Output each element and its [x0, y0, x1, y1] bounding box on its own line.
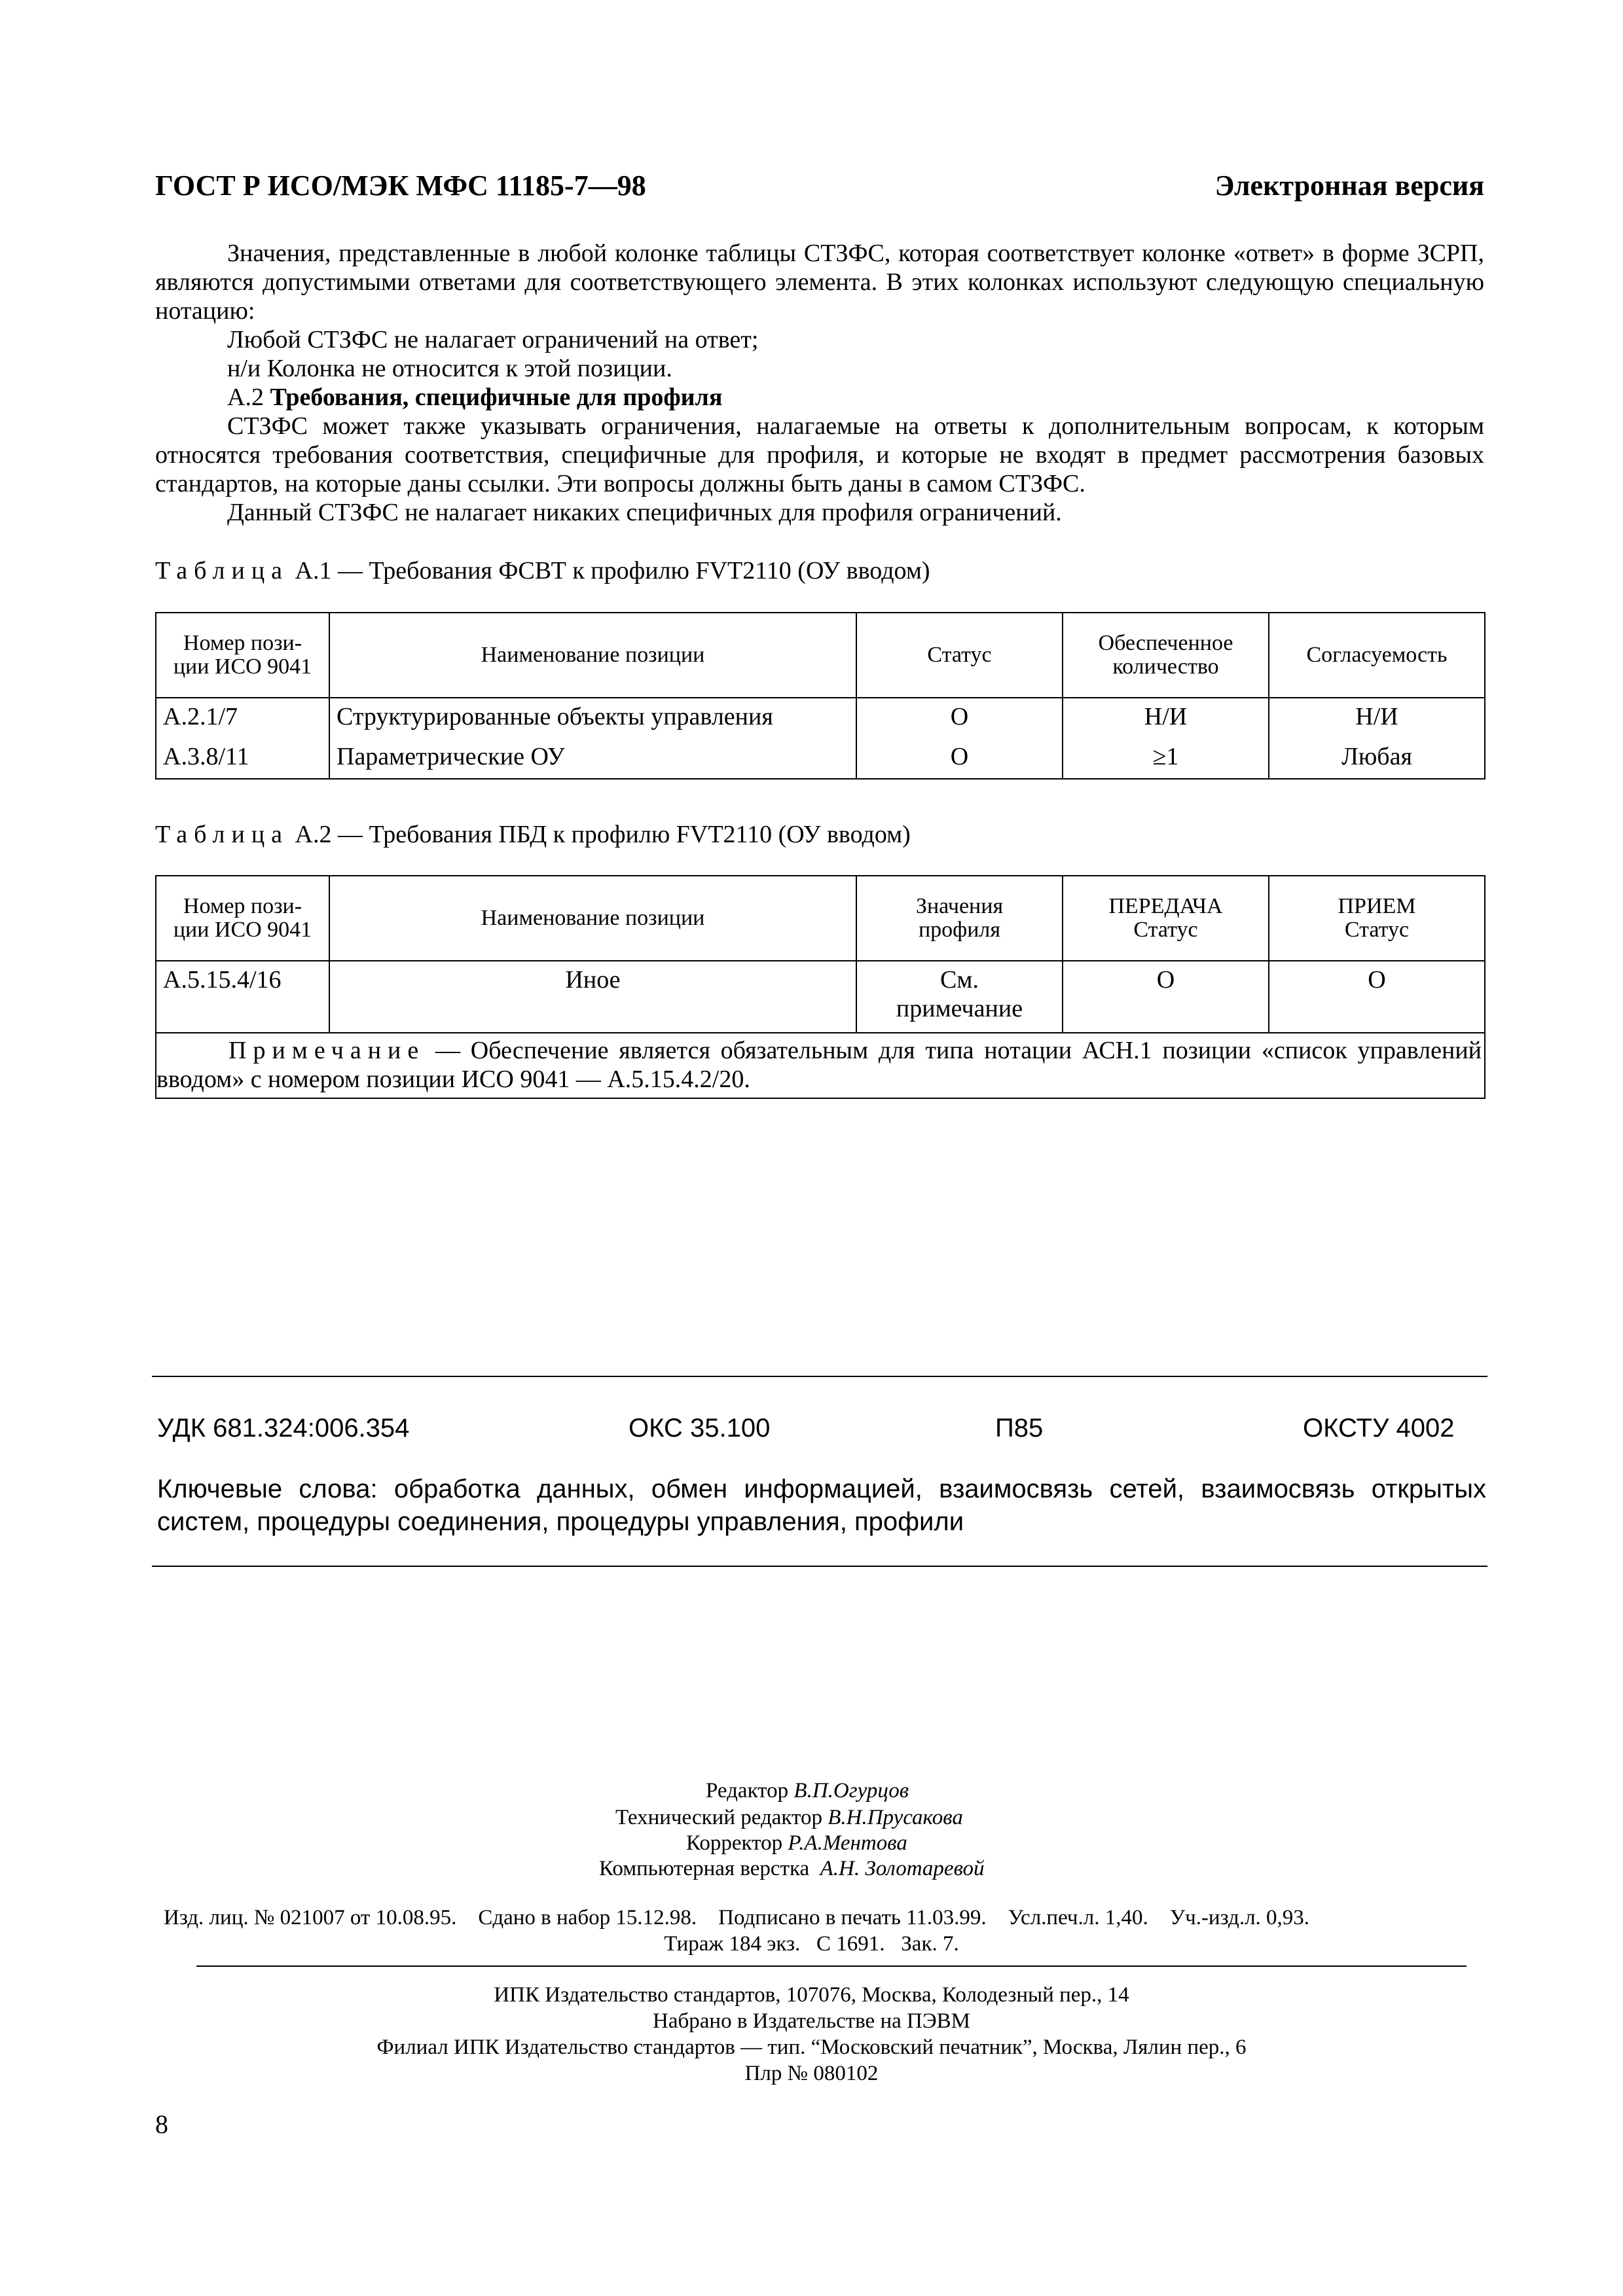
- udk-code: УДК 681.324:006.354: [157, 1414, 410, 1443]
- layout-line: Компьютерная верстка А.Н. Золотаревой: [599, 1857, 985, 1880]
- table-cell: Н/И: [1269, 698, 1485, 738]
- table1-header-cell: Статус: [856, 613, 1063, 698]
- table-cell: Иное: [329, 961, 856, 1033]
- table1-header-row: [156, 613, 1485, 698]
- table2-note-row: [156, 1033, 1485, 1098]
- table1: [155, 612, 1486, 780]
- table-cell: Н/И: [1063, 698, 1269, 738]
- oks-code: ОКС 35.100: [629, 1414, 771, 1443]
- section-title: Требования, специфичные для профиля: [270, 384, 723, 411]
- table-cell: Структурированные объекты управления: [329, 698, 856, 738]
- table1-header-cell: Согласуемость: [1269, 613, 1485, 698]
- table-cell: Параметрические ОУ: [329, 738, 856, 779]
- table-cell: А.2.1/7: [156, 698, 329, 738]
- table-row: [156, 738, 1485, 779]
- tech-editor-line: Технический редактор В.Н.Прусакова: [615, 1806, 963, 1829]
- divider-line: [152, 1566, 1487, 1567]
- document-code: ГОСТ Р ИСО/МЭК МФС 11185-7—98: [155, 170, 646, 202]
- table1-caption-text: А.1 — Требования ФСВТ к профилю FVT2110 (ОУ вводом): [295, 557, 930, 584]
- note-text: — Обеспечение является обязательным для типа нотации АСН.1 позиции «список управлений вводом» с номером позиции ИСО 9041 — А.5.15.4.2/20.: [156, 1037, 1482, 1093]
- corrector-line: Корректор Р.А.Ментова: [686, 1831, 907, 1855]
- publisher-line-3: Филиал ИПК Издательство стандартов — тип. “Московский печатник”, Москва, Лялин пер., 6: [376, 2036, 1247, 2059]
- divider-line: [152, 1376, 1487, 1377]
- section-number: А.2: [227, 384, 264, 411]
- intro-paragraph-4: СТЗФС может также указывать ограничения, налагаемые на ответы к дополнительным вопросам, к которым относятся требования соответствия, специфичные для профиля, и которые не входят в предмет рассмотрения базовых стандартов, на которые даны ссылки. Эти вопросы должны быть даны в самом СТЗФС.: [155, 412, 1484, 497]
- table-cell: ≥1: [1063, 738, 1269, 779]
- table-cell: О: [856, 738, 1063, 779]
- table2-header-cell: Значения профиля: [856, 876, 1063, 961]
- imprint-line-1: Изд. лиц. № 021007 от 10.08.95. Сдано в набор 15.12.98. Подписано в печать 11.03.99. Усл.печ.л. 1,40. Уч.-изд.л. 0,93.: [164, 1906, 1310, 1929]
- table1-header-cell: Номер пози- ции ИСО 9041: [156, 613, 329, 698]
- table2-caption: [155, 820, 911, 849]
- note-label: Примечание: [228, 1037, 426, 1064]
- editor-name: В.П.Огурцов: [793, 1779, 909, 1803]
- table-cell: См. примечание: [856, 961, 1063, 1033]
- imprint-line-2: Тираж 184 экз. С 1691. Зак. 7.: [664, 1932, 959, 1956]
- publisher-line-1: ИПК Издательство стандартов, 107076, Москва, Колодезный пер., 14: [494, 1983, 1129, 2007]
- table1-header-cell: Обеспеченное количество: [1063, 613, 1269, 698]
- intro-paragraph-3: н/и Колонка не относится к этой позиции.: [227, 355, 672, 382]
- divider-line: [196, 1965, 1467, 1967]
- table2-header-cell: Номер пози- ции ИСО 9041: [156, 876, 329, 961]
- table-cell: А.3.8/11: [156, 738, 329, 779]
- table-cell: Любая: [1269, 738, 1485, 779]
- p-code: П85: [995, 1414, 1044, 1443]
- okstu-code: ОКСТУ 4002: [1303, 1414, 1455, 1443]
- table1-header-cell: Наименование позиции: [329, 613, 856, 698]
- table1-caption: [155, 556, 930, 585]
- intro-paragraph-2: Любой СТЗФС не налагает ограничений на ответ;: [227, 326, 759, 353]
- table2: [155, 875, 1486, 1099]
- table-row: [156, 698, 1485, 738]
- table-cell: О: [856, 698, 1063, 738]
- table2-header-cell: Наименование позиции: [329, 876, 856, 961]
- table2-caption-text: А.2 — Требования ПБД к профилю FVT2110 (ОУ вводом): [295, 821, 911, 848]
- table2-header-row: [156, 876, 1485, 961]
- publisher-line-4: Плр № 080102: [744, 2062, 879, 2085]
- table2-note: [156, 1033, 1485, 1098]
- table-cell: О: [1269, 961, 1485, 1033]
- table1-caption-word: Таблица: [155, 557, 289, 584]
- page-number: 8: [155, 2109, 168, 2139]
- electronic-version-label: Электронная версия: [1214, 170, 1484, 202]
- section-heading: [155, 383, 1484, 412]
- corrector-name: Р.А.Ментова: [788, 1831, 907, 1855]
- table-row: [156, 961, 1485, 1033]
- table2-caption-word: Таблица: [155, 821, 289, 848]
- intro-paragraph-5: Данный СТЗФС не налагает никаких специфичных для профиля ограничений.: [227, 499, 1062, 526]
- publisher-line-2: Набрано в Издательстве на ПЭВМ: [653, 2009, 970, 2033]
- table-cell: А.5.15.4/16: [156, 961, 329, 1033]
- layout-name: А.Н. Золотаревой: [820, 1857, 985, 1880]
- table2-header-cell: ПРИЕМ Статус: [1269, 876, 1485, 961]
- table2-header-cell: ПЕРЕДАЧА Статус: [1063, 876, 1269, 961]
- editor-line: Редактор В.П.Огурцов: [706, 1779, 909, 1803]
- intro-paragraph-1: Значения, представленные в любой колонке таблицы СТЗФС, которая соответствует колонке «ответ» в форме ЗСРП, являются допустимыми ответами для соответствующего элемента. В этих колонках используют следующую специальную нотацию:: [155, 240, 1484, 325]
- table-cell: О: [1063, 961, 1269, 1033]
- keywords: Ключевые слова: обработка данных, обмен информацией, взаимосвязь сетей, взаимосвязь открытых систем, процедуры соединения, процедуры управления, профили: [157, 1475, 1486, 1536]
- tech-editor-name: В.Н.Прусакова: [828, 1806, 963, 1829]
